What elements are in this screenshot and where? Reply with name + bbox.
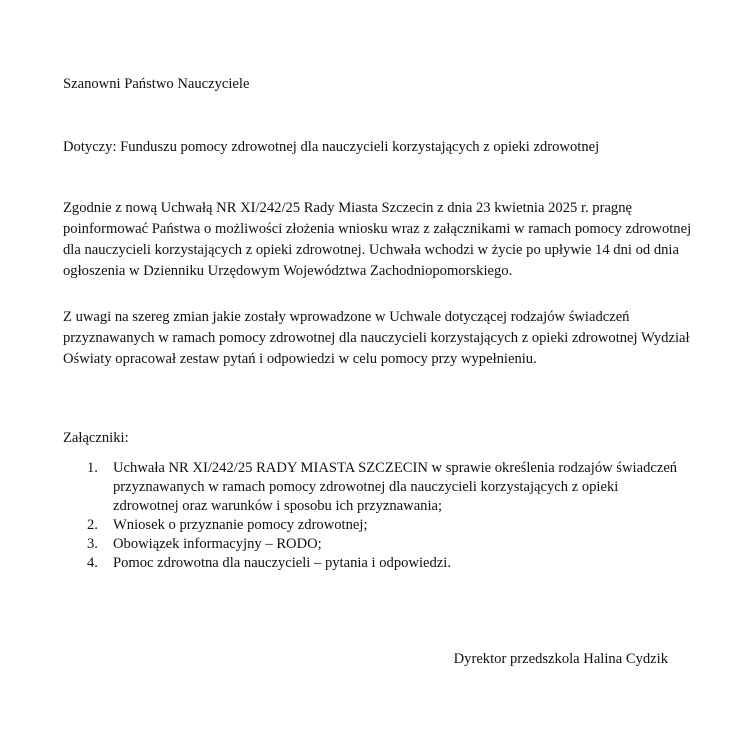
attachment-item	[63, 554, 683, 573]
attachment-number: 3.	[87, 536, 98, 552]
attachment-number: 1.	[87, 460, 98, 476]
attachment-item	[63, 535, 683, 554]
attachment-text: Wniosek o przyznanie pomocy zdrowotnej;	[113, 517, 368, 533]
paragraph-1-text: Zgodnie z nową Uchwałą NR XI/242/25 Rady Miasta Szczecin z dnia 23 kwietnia 2025 r. pragnę poinformować Państwa o możliwości złożenia wniosku wraz z załącznikami w ramach pomocy zdrowotnej dla nauczycieli korzystających z opieki zdrowotnej. Uchwała wchodzi w życie po upływie 14 dni od dnia ogłoszenia w Dzienniku Urzędowym Województwa Zachodniopomorskiego.	[63, 200, 692, 279]
paragraph-2	[63, 307, 693, 370]
attachments-list	[63, 459, 683, 573]
attachment-text: Obowiązek informacyjny – RODO;	[113, 536, 322, 552]
attachment-number: 2.	[87, 517, 98, 533]
paragraph-2-text: Z uwagi na szereg zmian jakie zostały wprowadzone w Uchwale dotyczącej rodzajów świadczeń przyznawanych w ramach pomocy zdrowotnej dla nauczycieli korzystających z opieki zdrowotnej Wydział Oświaty opracował zestaw pytań i odpowiedzi w celu pomocy przy wypełnieniu.	[63, 309, 690, 367]
greeting: Szanowni Państwo Nauczyciele	[63, 76, 250, 92]
attachment-text: Uchwała NR XI/242/25 RADY MIASTA SZCZECIN w sprawie określenia rodzajów świadczeń przyznawanych w ramach pomocy zdrowotnej dla nauczycieli korzystających z opieki zdrowotnej oraz warunków i sposobu ich przyznawania;	[113, 460, 678, 514]
attachment-item	[63, 516, 683, 535]
attachment-number: 4.	[87, 555, 98, 571]
attachments-label: Załączniki:	[63, 430, 129, 446]
paragraph-1	[63, 198, 693, 282]
attachment-text: Pomoc zdrowotna dla nauczycieli – pytania i odpowiedzi.	[113, 555, 451, 571]
signature: Dyrektor przedszkola Halina Cydzik	[453, 651, 668, 667]
attachment-item	[63, 459, 683, 516]
subject-line: Dotyczy: Funduszu pomocy zdrowotnej dla nauczycieli korzystających z opieki zdrowotnej	[63, 139, 600, 155]
